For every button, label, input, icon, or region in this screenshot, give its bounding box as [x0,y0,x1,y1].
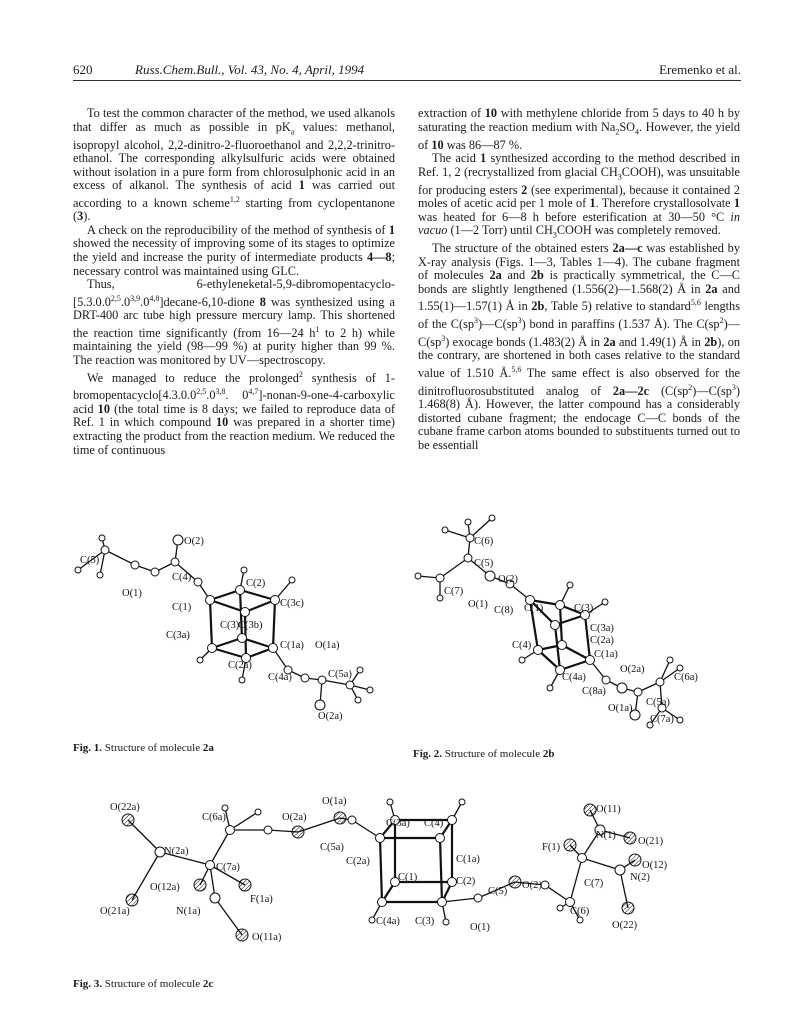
paragraph: A check on the reproducibility of the method of synthesis of 1 showed the necessity of improving some of its stages to optimize the yield and increase the purity of intermediate products 4—8; necessary control was maintained using GLC. [73,222,395,278]
journal-citation: Russ.Chem.Bull., Vol. 43, No. 4, April, 1994 [135,62,365,77]
atom-label: C(8a) [582,686,606,697]
atom-label: C(3) [574,603,594,614]
figure-2-caption: Fig. 2. Structure of molecule 2b [413,748,555,760]
atom-label: C(1) [172,602,192,613]
atom-label: O(21a) [100,906,130,917]
atom-label: C(5a) [328,669,352,680]
atom-label: C(1a) [280,640,304,651]
figure-3-molecule-2c [90,790,730,960]
atom-label: C(5) [474,558,494,569]
figure-3-caption: Fig. 3. Structure of molecule 2c [73,978,214,990]
atom-label: C(6a) [202,812,226,823]
atom-label: C(7) [444,586,464,597]
page-number: 620 [73,62,93,77]
atom-label: O(1) [122,588,142,599]
atom-label: O(1) [468,599,488,610]
paragraph: extraction of 10 with methylene chloride from 5 days to 40 h by saturating the reaction medium with $Na_2SO_4$. However, the yield of 10 was 86—87 %. [418,106,740,152]
atom-label: O(2a) [318,711,343,722]
paragraph: The acid 1 synthesized according to the method described in Ref. 1, 2 (recrystallized from glacial $CH_3COOH$), was unsuitable for producing esters 2 (see experimental), because it contained 2 moles of acetic acid per 1 mole of 1. Therefore crystallosolvate 1 was heated for 6—8 h before esterification at 30—50 °C in vacuo (1—2 Torr) until $CH_3COOH$ was completely removed. [418,151,741,240]
atom-label: O(21) [638,836,664,847]
atom-label: O(22) [612,920,638,931]
atom-label: C(7a) [650,714,674,725]
atom-label: O(12) [642,860,668,871]
atom-label: N(1) [596,830,616,841]
atom-label: C(3a) [590,623,614,634]
atom-label: C(6) [474,536,494,547]
atom-label: O(11a) [252,932,282,943]
atom-label: O(1) [470,922,490,933]
authors: Eremenko et al. [659,62,741,77]
atom-label: C(8) [494,605,514,616]
atom-label: C(5a) [320,842,344,853]
paragraph: Thus, 6-ethyleneketal-5,9-dibromopentacyclo-[5.3.0.0$^{2,5}$.0$^{3,9}$.0$^{4,8}$]decane-6,10-dione 8 was synthesized using a DRT-400 arc tube high pressure mercury lamp. This shortened the reaction time significantly (from 16—24 $h^1$ to 2 h) while maintaining the yield (98—99 %) at purity higher than 99 %. The reaction was monitored by UV—spectroscopy. [73,277,396,368]
atom-label: C(3) [220,620,240,631]
left-column [73,107,395,457]
atom-label: C(3) [415,916,435,927]
atom-label: C(7) [584,878,604,889]
atom-label: N(1a) [176,906,201,917]
atom-label: C(4a) [562,672,586,683]
atom-label: C(4) [424,818,444,829]
paragraph: We managed to reduce the prolonged$^2$ synthesis of 1-bromopentacyclo[4.3.0.0$^{2,5}$.0$^{3,8}$. 0$^{4,7}$]-nonan-9-one-4-carboxylic acid 10 (the total time is 8 days; we failed to reproduce data of Ref. 1 in which compound 10 was prepared in a shorter time) extracting the product from the reaction medium. We reduced the time of continuous [73,369,395,457]
running-header [73,62,741,81]
atom-label: C(3a) [166,630,190,641]
atom-label: C(2a) [346,856,370,867]
atom-label: C(7a) [216,862,240,873]
atom-label: C(6a) [674,672,698,683]
atom-label: O(1a) [315,640,340,651]
atom-label: C(2) [246,578,266,589]
atom-label: O(22a) [110,802,140,813]
atom-label: C(2a) [228,660,252,671]
atom-label: O(2a) [620,664,645,675]
atom-label: C(1) [524,603,544,614]
atom-label: C(4) [172,572,192,583]
atom-label: O(1a) [322,796,347,807]
atom-label: C(4a) [268,672,292,683]
atom-label: C(2a) [590,635,614,646]
atom-label: C(6) [570,906,590,917]
atom-label: C(5) [488,886,508,897]
atom-label: C(3a) [386,818,410,829]
atom-label: O(2) [522,880,542,891]
atom-label: F(1) [542,842,561,853]
atom-label: N(2) [630,872,650,883]
atom-label: O(2) [498,574,518,585]
figure-2-molecule-2b [410,510,740,740]
atom-label: F(1a) [250,894,273,905]
atom-label: O(2) [184,536,204,547]
paragraph: To test the common character of the method, we used alkanols that differ as much as possible in $pK_a$ values: methanol, isopropyl alcohol, 2,2-dinitro-2-fluoroethanol and 2,2,2-trinitro-ethanol. The corresponding alkylsulfuric acids were obtained without isolation in a pure form from chlorosulphonic acid in an excess of alkanol. The synthesis of acid 1 was carried out according to a known scheme$^{1,2}$ starting from cyclopentanone (3). [73,106,395,224]
right-column [418,107,740,452]
atom-label: C(5a) [646,697,670,708]
paragraph: The structure of the obtained esters 2a—c was established by X-ray analysis (Figs. 1—3, Tables 1—4). The cubane fragment of molecules 2a and 2b is practically symmetrical, the C—C bonds are slightly lengthened (1.556(2)—1.568(2) Å in 2a and 1.55(1)—1.57(1) Å in 2b, Table 5) relative to standard$^{5,6}$ lengths of the $C(sp^3)—C(sp^3)$ bond in paraffins (1.537 Å). The $C(sp^2)—C(sp^3)$ exocage bonds (1.483(2) Å in 2a and 1.49(1) Å in 2b), on the contrary, are shortened in both cases relative to the standard value of 1.510 Å.$^{5,6}$ The same effect is also observed for the dinitrofluorosubstituted analog of 2a—2c ($C(sp^2)—C(sp^3)$ 1.468(8) Å). However, the latter compound has a considerably distorted cubane fragment; the endocage C—C bonds of the cubane frame carbon atoms bounded to substituents turned out to be essentiall [418,241,741,452]
atom-label: C(3b) [238,620,263,631]
atom-label: N(2a) [164,846,189,857]
atom-label: C(4a) [376,916,400,927]
atom-label: C(3c) [280,598,304,609]
atom-label: C(1a) [594,649,618,660]
atom-label: C(1a) [456,854,480,865]
figure-1-molecule-2a [60,520,400,730]
atom-label: O(11) [596,804,621,815]
atom-label: C(2) [456,876,476,887]
figure-1-caption: Fig. 1. Structure of molecule 2a [73,742,214,754]
atom-label: O(2a) [282,812,307,823]
atom-label: O(12a) [150,882,180,893]
atom-label: O(1a) [608,703,633,714]
atom-label: C(1) [398,872,418,883]
atom-label: C(5) [80,555,100,566]
atom-label: C(4) [512,640,532,651]
